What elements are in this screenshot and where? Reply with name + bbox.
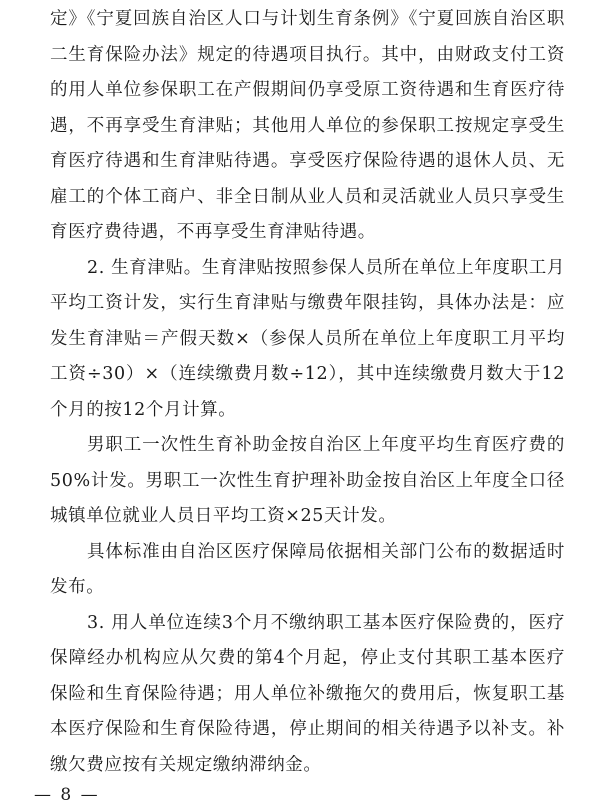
- paragraph-male-employee-subsidy: 男职工一次性生育补助金按自治区上年度平均生育医疗费的50%计发。男职工一次性生育护理补助金按自治区上年度全口径城镇单位就业人员日平均工资×25天计发。: [50, 435, 565, 526]
- document-body: [50, 2, 565, 783]
- page-number: — 8 —: [34, 785, 100, 805]
- paragraph-standard-release: 具体标准由自治区医疗保障局依据相关部门公布的数据适时发布。: [50, 541, 565, 597]
- paragraph-maternity-allowance: 2. 生育津贴。生育津贴按照参保人员所在单位上年度职工月平均工资计发，实行生育津贴与缴费年限挂钩，具体办法是：应发生育津贴＝产假天数×（参保人员所在单位上年度职工月平均工资÷30）×（连续缴费月数÷12），其中连续缴费月数大于12个月的按12个月计算。: [50, 257, 565, 420]
- paragraph-continuation: 定》《宁夏回族自治区人口与计划生育条例》《宁夏回族自治区职二生育保险办法》规定的待遇项目执行。其中，由财政支付工资的用人单位参保职工在产假期间仍享受原工资待遇和生育医疗待遇，不再享受生育津贴；其他用人单位的参保职工按规定享受生育医疗待遇和生育津贴待遇。享受医疗保险待遇的退休人员、无雇工的个体工商户、非全日制从业人员和灵活就业人员只享受生育医疗费待遇，不再享受生育津贴待遇。: [50, 9, 565, 242]
- paragraph-arrears-suspension: 3. 用人单位连续3个月不缴纳职工基本医疗保险费的，医疗保障经办机构应从欠费的第4个月起，停止支付其职工基本医疗保险和生育保险待遇；用人单位补缴拖欠的费用后，恢复职工基本医疗保险和生育保险待遇，停止期间的相关待遇予以补支。补缴欠费应按有关规定缴纳滞纳金。: [50, 612, 565, 775]
